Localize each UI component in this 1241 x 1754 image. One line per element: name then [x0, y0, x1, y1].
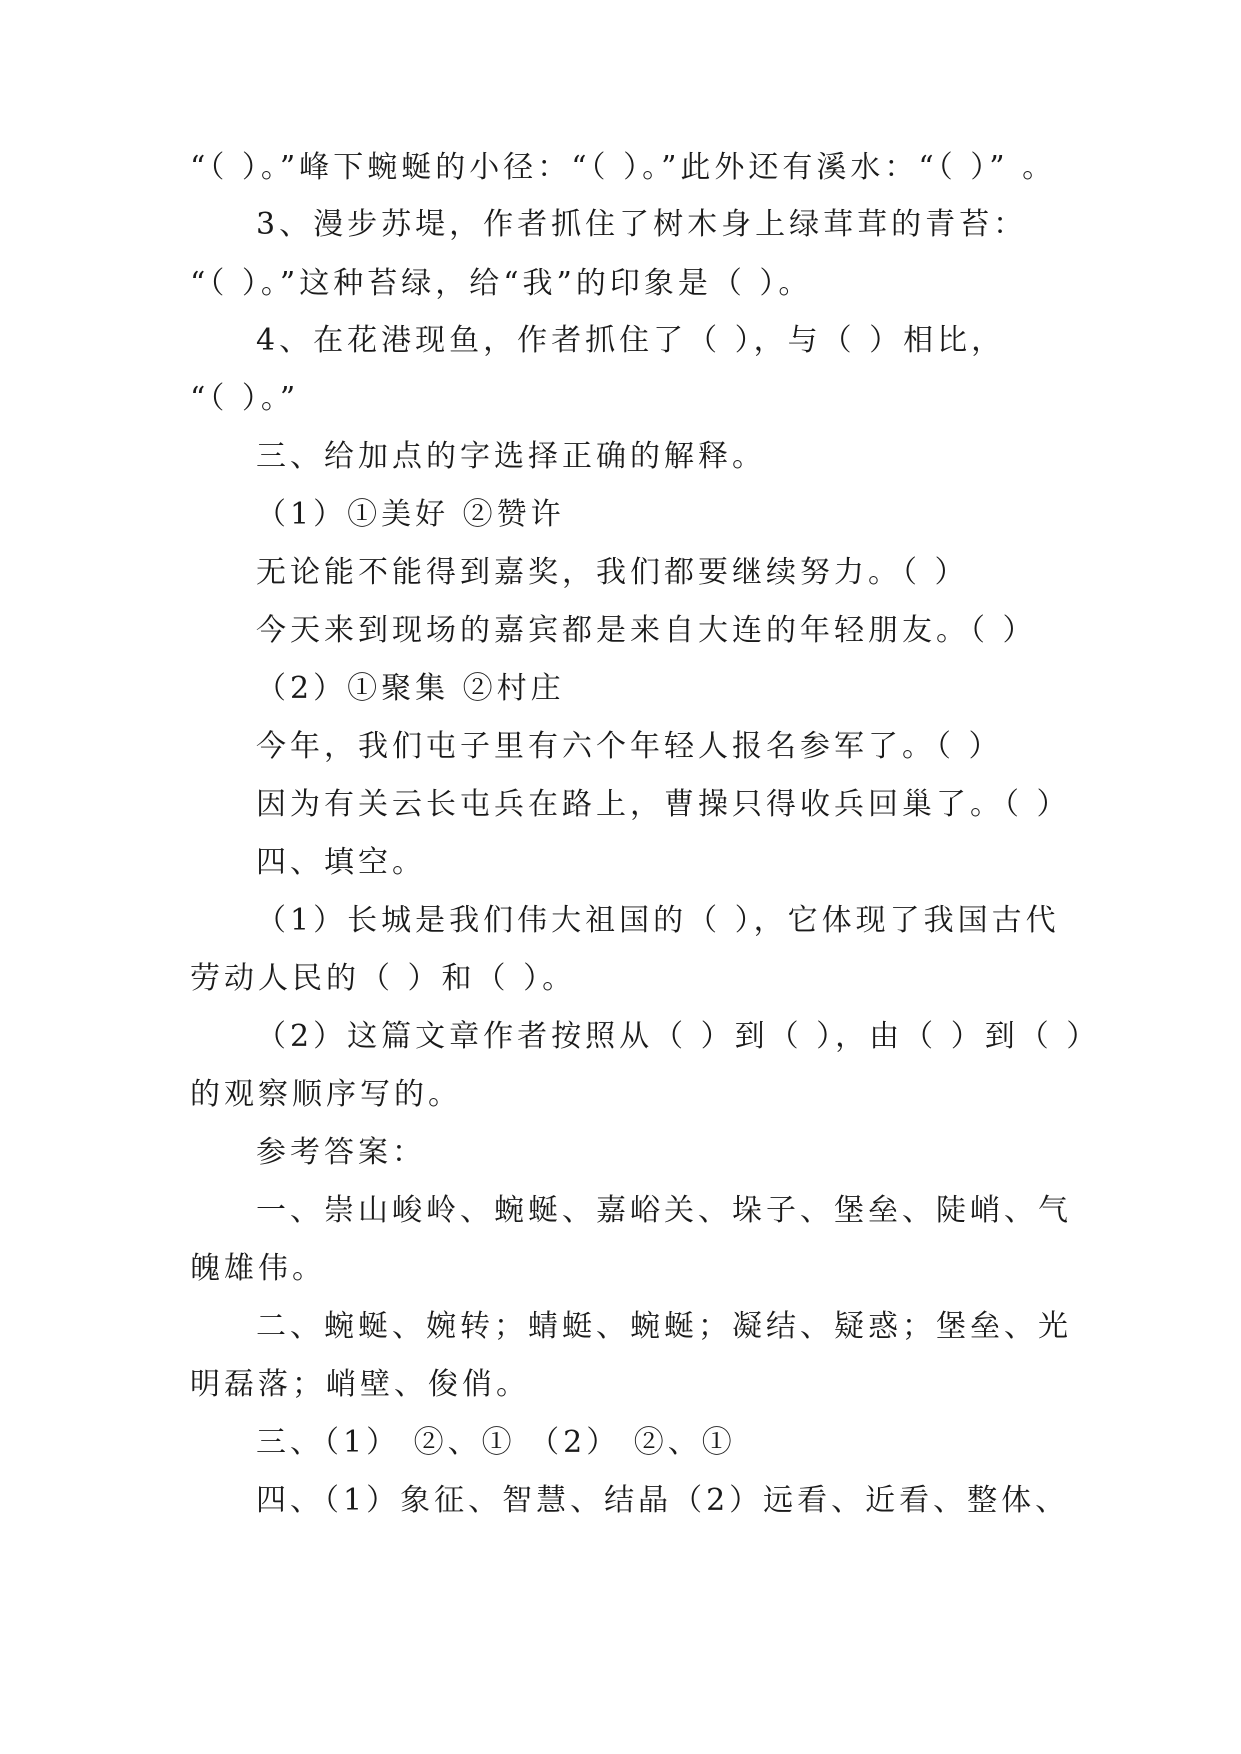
answer-line-3: 二、蜿蜒、婉转；蜻蜓、蜿蜒；凝结、疑惑；堡垒、光 — [256, 1309, 1072, 1344]
answer-heading: 参考答案： — [256, 1135, 426, 1170]
section-heading-4: 四、填空。 — [256, 845, 426, 880]
text-line-1: “（ ）。”峰下蜿蜒的小径：“（ ）。”此外还有溪水：“（ ）” 。 — [190, 150, 1057, 185]
option-line-2: （2）①聚集 ②村庄 — [256, 671, 565, 706]
question-line-4: 因为有关云长屯兵在路上，曹操只得收兵回巢了。（ ） — [256, 787, 1071, 822]
answer-line-5: 三、（1） ②、① （2） ②、① — [256, 1425, 736, 1460]
text-line-3: “（ ）。”这种苔绿，给“我”的印象是（ ）。 — [190, 266, 813, 301]
question-line-3: 今年，我们屯子里有六个年轻人报名参军了。（ ） — [256, 729, 1003, 764]
section-heading-3: 三、给加点的字选择正确的解释。 — [256, 439, 766, 474]
answer-line-2: 魄雄伟。 — [190, 1251, 326, 1286]
question-line-1: 无论能不能得到嘉奖，我们都要继续努力。（ ） — [256, 555, 969, 590]
answer-line-6: 四、（1）象征、智慧、结晶（2）远看、近看、整体、 — [256, 1483, 1070, 1518]
text-line-2: 3、漫步苏堤，作者抓住了树木身上绿茸茸的青苔： — [256, 207, 1028, 242]
fill-line-3: （2）这篇文章作者按照从（ ）到（ ），由（ ）到（ ） — [256, 1019, 1101, 1054]
question-line-2: 今天来到现场的嘉宾都是来自大连的年轻朋友。（ ） — [256, 613, 1037, 648]
fill-line-4: 的观察顺序写的。 — [190, 1077, 462, 1112]
answer-line-4: 明磊落；峭壁、俊俏。 — [190, 1367, 530, 1402]
text-line-4: 4、在花港现鱼，作者抓住了（ ），与（ ）相比， — [256, 323, 1006, 358]
fill-line-2: 劳动人民的（ ）和（ ）。 — [190, 961, 577, 996]
option-line-1: （1）①美好 ②赞许 — [256, 497, 565, 532]
answer-line-1: 一、崇山峻岭、蜿蜒、嘉峪关、垛子、堡垒、陡峭、气 — [256, 1193, 1072, 1228]
fill-line-1: （1）长城是我们伟大祖国的（ ），它体现了我国古代 — [256, 903, 1060, 938]
text-line-5: “（ ）。” — [190, 381, 300, 416]
